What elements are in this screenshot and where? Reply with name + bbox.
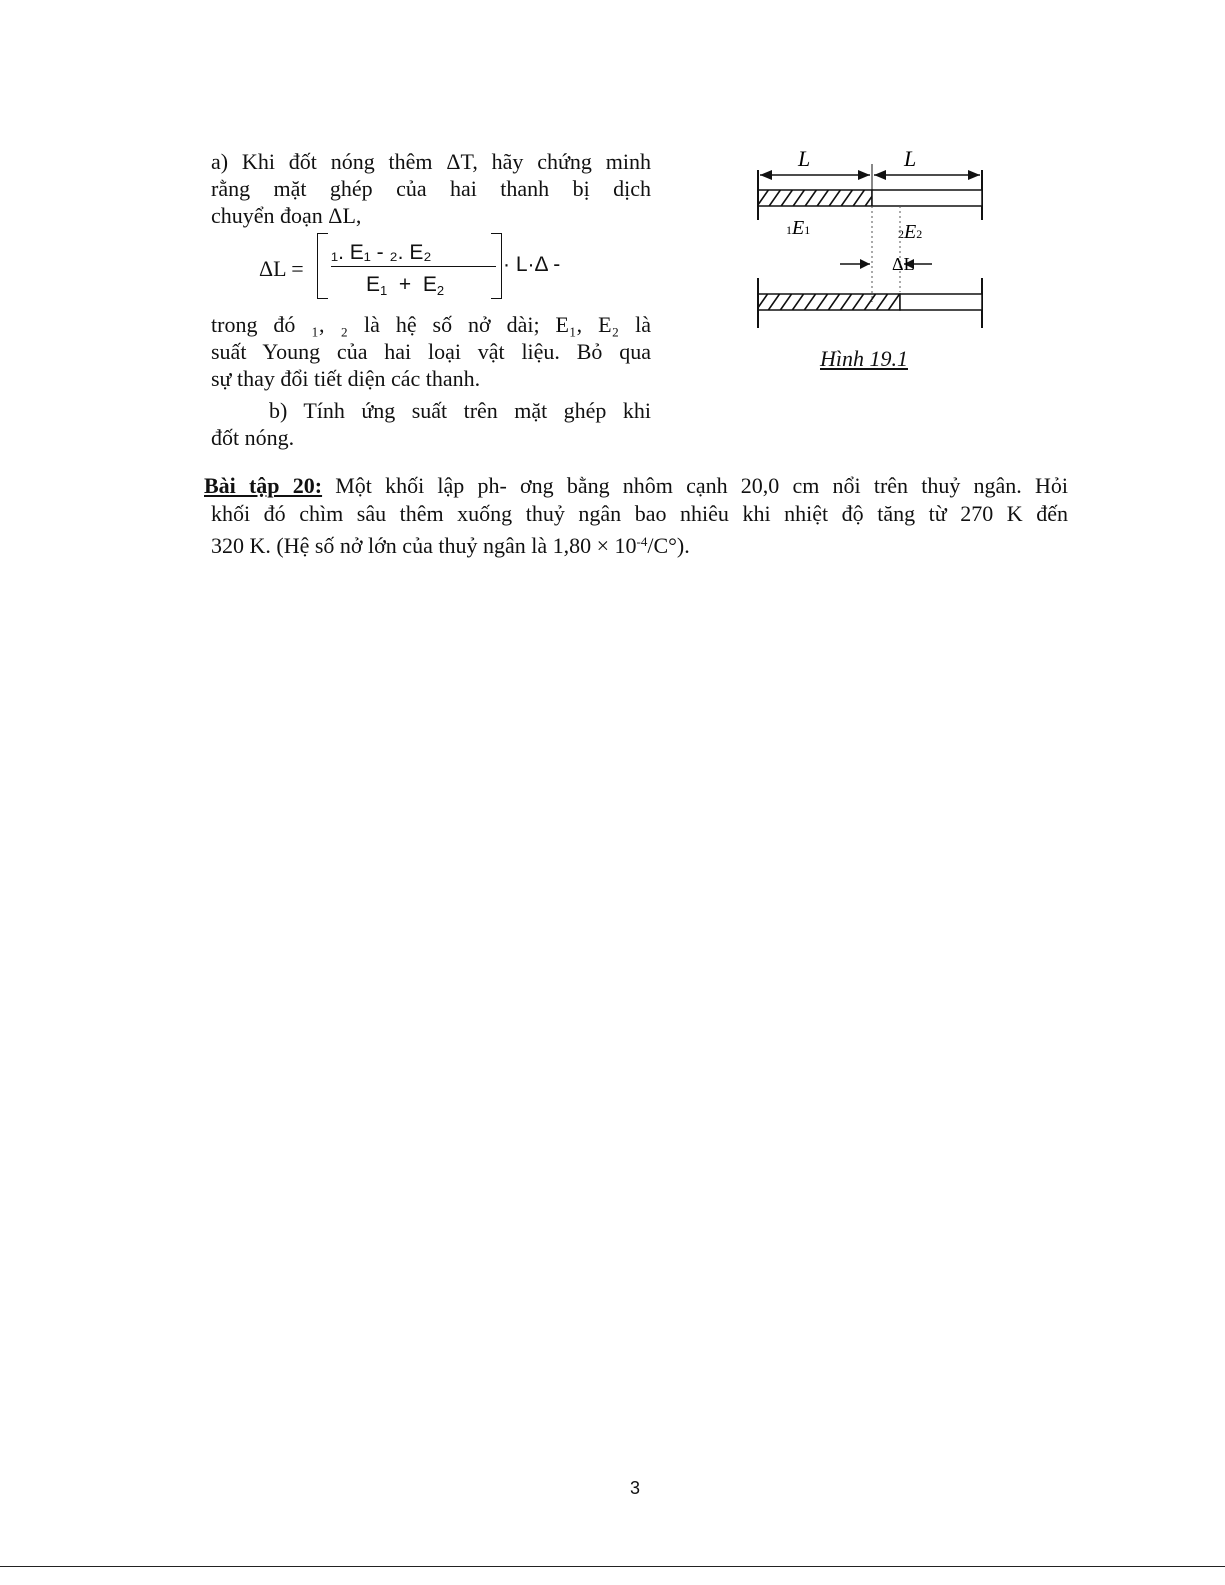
label-l-right: L — [904, 146, 917, 171]
part-a-line-3: chuyển đoạn ΔL, — [211, 203, 362, 228]
part-b-line-2: đốt nóng. — [211, 425, 295, 450]
formula-right-bracket — [491, 233, 502, 299]
exercise-20 — [204, 472, 1068, 560]
exercise-20-line-2: khối đó chìm sâu thêm xuống thuỷ ngân bao nhiêu khi nhiệt độ tăng từ 270 K đến — [211, 501, 1068, 526]
bottom-bar-material-1 — [758, 294, 900, 310]
exercise-20-line-3 — [204, 528, 1068, 560]
label-delta-l: ΔL — [892, 254, 915, 274]
part-a-line-2: rằng mặt ghép của hai thanh bị dịch — [211, 176, 651, 201]
where-line-3: sự thay đổi tiết diện các thanh. — [211, 366, 481, 391]
exercise-20-label: Bài tập 20: — [204, 473, 323, 498]
arrow-left-start — [760, 170, 772, 180]
page-number: 3 — [629, 1478, 640, 1498]
label-l-left: L — [798, 146, 811, 171]
arrow-right-start — [874, 170, 886, 180]
formula-denominator — [366, 271, 444, 304]
arrow-left-end — [858, 170, 870, 180]
arrow-right-end — [968, 170, 980, 180]
part-b-line-1: b) Tính ứng suất trên mặt ghép khi — [269, 398, 651, 423]
delta-arrow-left-head — [860, 259, 870, 269]
formula-tail: · L·Δ - — [503, 253, 561, 276]
denominator-e1-sub: 1 — [380, 283, 388, 298]
bottom-bar-material-2 — [900, 294, 982, 310]
exercise-20-line-1-text: Một khối lập ph- ơng bằng nhôm cạnh 20,0 cm nổi trên thuỷ ngân. Hỏi — [322, 473, 1068, 498]
denominator-e1: E — [366, 273, 381, 296]
exercise-20-line-3-post: /C°). — [647, 533, 690, 558]
top-bar-material-2 — [872, 190, 982, 206]
bottom-rule — [0, 1566, 1225, 1567]
exercise-20-line-1 — [204, 472, 1068, 500]
where-line-2: suất Young của hai loại vật liệu. Bỏ qua — [211, 339, 651, 364]
formula-numerator: ₁. E₁ - ₂. E₂ — [331, 241, 432, 264]
formula-left-bracket — [317, 233, 328, 299]
figure-caption: Hình 19.1 — [820, 346, 908, 371]
part-a-line-1: a) Khi đốt nóng thêm ΔT, hãy chứng minh — [211, 149, 651, 174]
denominator-e2-sub: 2 — [436, 283, 445, 298]
top-bar-material-1 — [758, 190, 872, 206]
exercise-20-line-3-pre: 320 K. (Hệ số nở lớn của thuỷ ngân là 1,80 × 10 — [211, 533, 637, 558]
label-e1: 1E1 — [786, 217, 811, 239]
where-line-1: trong đó ₁, ₂ là hệ số nở dài; E₁, E₂ là — [211, 312, 651, 337]
denominator-e2: E — [422, 273, 437, 296]
formula-fraction-line — [331, 266, 496, 267]
exercise-20-exponent: -4 — [636, 534, 648, 549]
delta-l-formula — [211, 233, 651, 307]
problem-19-text — [211, 148, 651, 451]
denominator-plus: + — [398, 273, 412, 296]
formula-lhs: ΔL = — [259, 256, 304, 281]
label-e2: 2E2 — [898, 221, 923, 243]
